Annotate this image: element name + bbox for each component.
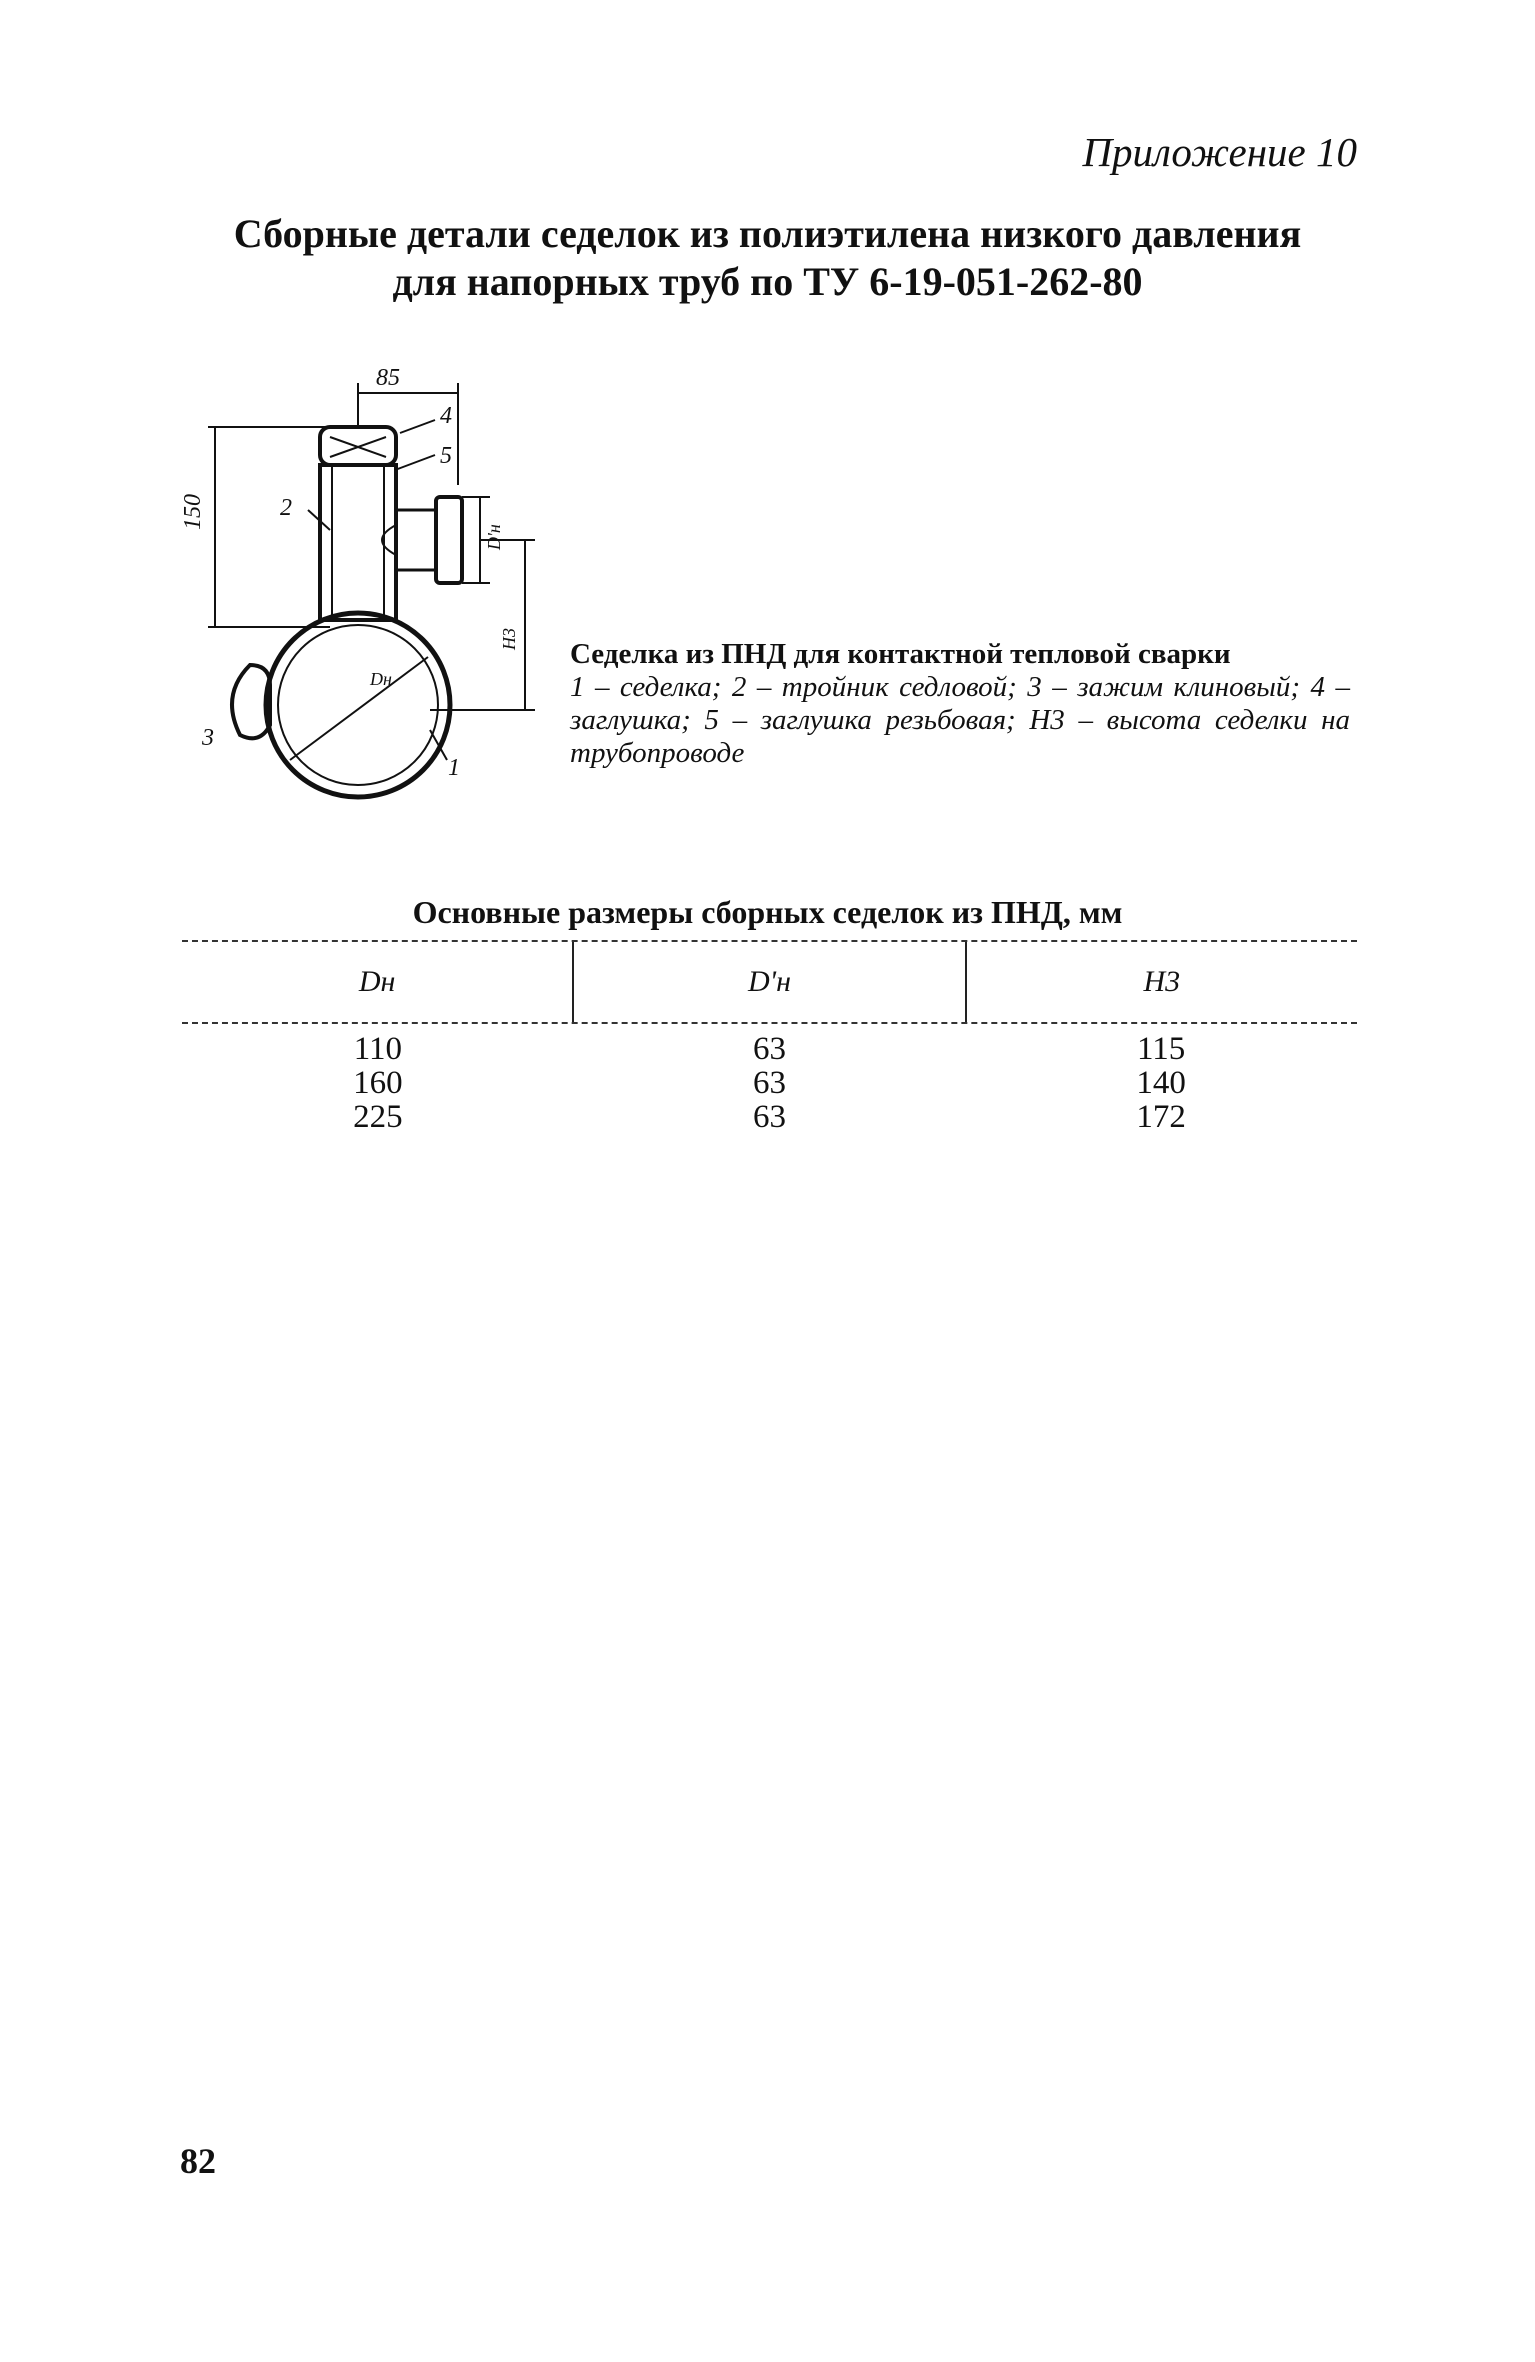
table-cell: 225 — [353, 1099, 403, 1135]
dimension-85-label: 85 — [376, 365, 400, 391]
table-body — [182, 1024, 1357, 1134]
figure-caption — [570, 638, 1350, 770]
part-4-label: 4 — [440, 403, 452, 429]
part-1-label: 1 — [448, 755, 460, 781]
table-cell: 140 — [1136, 1065, 1186, 1101]
table-title: Основные размеры сборных седелок из ПНД, мм — [412, 894, 1123, 930]
table-row — [182, 1066, 1357, 1100]
h3-dimension-label: H3 — [499, 628, 519, 650]
page-number: 82 — [180, 2141, 216, 2181]
saddle-drawing — [180, 365, 570, 840]
table-cell: 63 — [753, 1065, 786, 1101]
page-title — [180, 210, 1355, 306]
page-title-line-2: для напорных труб по ТУ 6-19-051-262-80 — [392, 259, 1143, 304]
table-cell: 115 — [1137, 1031, 1186, 1067]
header-dn-prime: D'н — [574, 942, 966, 1022]
table-cell: 63 — [753, 1099, 786, 1135]
table-cell: 63 — [753, 1031, 786, 1067]
part-3-label: 3 — [202, 725, 214, 751]
part-2-label: 2 — [280, 495, 292, 521]
dimensions-table — [182, 940, 1357, 1134]
page-title-line-1: Сборные детали седелок из полиэтилена низкого давления — [233, 211, 1302, 256]
dimension-150-label: 150 — [180, 494, 206, 530]
table-header-row — [182, 942, 1357, 1022]
table-cell: 160 — [353, 1065, 403, 1101]
appendix-label: Приложение 10 — [1082, 129, 1357, 175]
header-h3: H3 — [1143, 965, 1181, 998]
dn-prime-label: D'н — [484, 524, 504, 550]
caption-legend: 1 – седелка; 2 – тройник седловой; 3 – зажим клиновый; 4 – заглушка; 5 – заглушка резьбовая; H3 – высота седелки на трубопроводе — [570, 671, 1350, 769]
caption-title: Седелка из ПНД для контактной тепловой сварки — [570, 638, 1231, 670]
table-row — [182, 1032, 1357, 1066]
part-5-label: 5 — [440, 443, 452, 469]
table-cell: 172 — [1136, 1099, 1186, 1135]
header-dn: Dн — [182, 942, 574, 1022]
table-row — [182, 1100, 1357, 1134]
table-cell: 110 — [353, 1031, 402, 1067]
dn-diameter-label: Dн — [370, 669, 392, 689]
